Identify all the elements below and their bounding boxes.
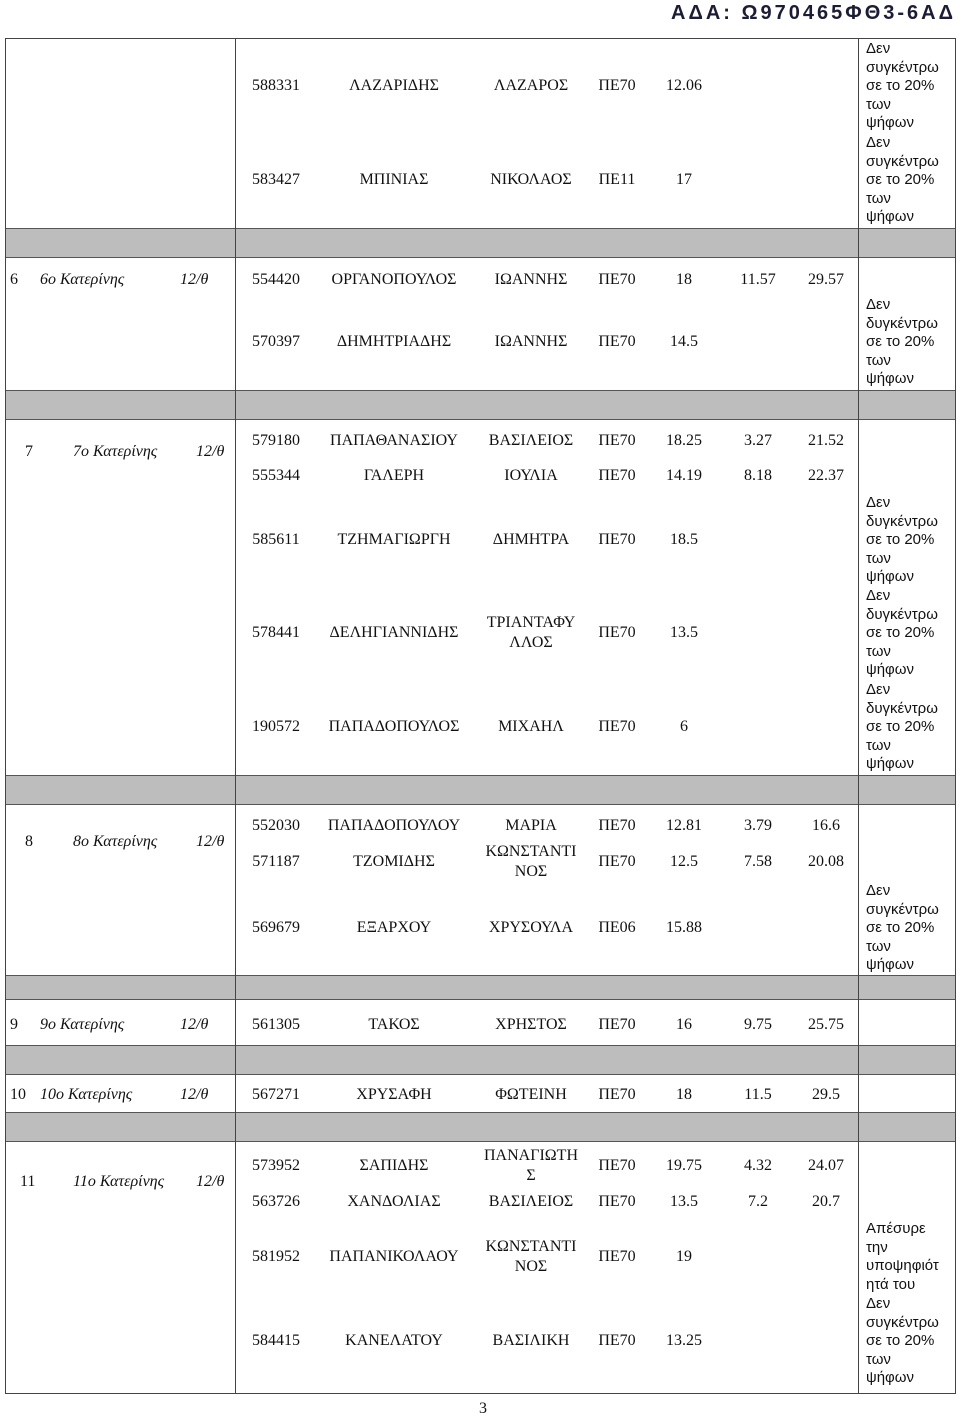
candidate-row — [0, 1192, 960, 1212]
candidate-first-name: ΝΙΚΟΛΑΟΣ — [490, 171, 572, 188]
school-name: 6ο Κατερίνης — [40, 271, 125, 288]
table-bottom-border — [5, 1393, 956, 1394]
candidate-note: Δεν συγκέντρω σε το 20% των ψήφων — [866, 882, 939, 973]
school-class: 12/θ — [180, 271, 209, 288]
candidate-specialty: ΠΕ06 — [598, 919, 636, 936]
school-class: 12/θ — [196, 1173, 225, 1190]
candidate-row — [0, 843, 960, 880]
candidate-first-name: ΒΑΣΙΛΕΙΟΣ — [488, 1193, 574, 1210]
candidate-row — [0, 296, 960, 387]
table-top-border — [5, 38, 956, 39]
candidate-code: 581952 — [252, 1248, 300, 1265]
candidate-specialty: ΠΕ70 — [598, 467, 636, 484]
candidate-specialty: ΠΕ70 — [598, 432, 636, 449]
candidate-score: 6 — [680, 718, 688, 735]
candidate-score: 12.06 — [666, 77, 702, 94]
candidate-specialty: ΠΕ70 — [598, 853, 636, 870]
school-number: 11 — [20, 1173, 36, 1190]
candidate-specialty: ΠΕ70 — [598, 531, 636, 548]
candidate-row — [0, 681, 960, 772]
candidate-score: 13.5 — [670, 1193, 698, 1210]
candidate-first-name: ΧΡΥΣΟΥΛΑ — [488, 919, 574, 936]
candidate-note: Δεν συγκέντρω σε το 20% των ψήφων — [866, 1295, 939, 1386]
school-class: 12/θ — [196, 443, 225, 460]
candidate-code: 571187 — [252, 853, 300, 870]
candidate-first-name: ΧΡΗΣΤΟΣ — [495, 1016, 567, 1033]
candidate-score: 19 — [676, 1248, 692, 1265]
candidate-note: Δεν δυγκέντρω σε το 20% των ψήφων — [866, 494, 938, 585]
candidate-score: 13.5 — [670, 624, 698, 641]
candidate-row — [0, 1015, 960, 1035]
candidate-code: 579180 — [252, 432, 300, 449]
candidate-bonus: 11.57 — [740, 271, 776, 288]
candidate-row — [0, 1220, 960, 1293]
column-divider — [858, 38, 859, 1393]
candidate-score: 15.88 — [666, 919, 702, 936]
candidate-code: 584415 — [252, 1332, 300, 1349]
candidate-bonus: 8.18 — [744, 467, 772, 484]
candidate-specialty: ΠΕ70 — [598, 333, 636, 350]
candidate-specialty: ΠΕ70 — [598, 1157, 636, 1174]
school-number: 6 — [10, 271, 18, 288]
candidate-specialty: ΠΕ70 — [598, 77, 636, 94]
candidate-first-name: ΤΡΙΑΝΤΑΦΥ ΛΛΟΣ — [486, 614, 576, 651]
school-number: 7 — [25, 443, 33, 460]
candidate-first-name: ΒΑΣΙΛΙΚΗ — [492, 1332, 570, 1349]
candidate-surname: ΤΖΟΜΙΔΗΣ — [353, 853, 435, 870]
school-name: 7ο Κατερίνης — [73, 443, 158, 460]
candidate-score: 16 — [676, 1016, 692, 1033]
candidate-first-name: ΒΑΣΙΛΕΙΟΣ — [488, 432, 574, 449]
candidate-total: 16.6 — [812, 817, 840, 834]
candidate-specialty: ΠΕ70 — [598, 718, 636, 735]
candidate-specialty: ΠΕ70 — [598, 624, 636, 641]
candidate-surname: ΤΑΚΟΣ — [368, 1016, 420, 1033]
candidate-code: 585611 — [252, 531, 300, 548]
school-name: 10ο Κατερίνης — [40, 1086, 133, 1103]
candidate-surname: ΠΑΠΑΝΙΚΟΛΑΟΥ — [329, 1248, 459, 1265]
candidate-score: 19.75 — [666, 1157, 702, 1174]
school-class: 12/θ — [180, 1016, 209, 1033]
candidate-first-name: ΔΗΜΗΤΡΑ — [492, 531, 570, 548]
candidate-total: 20.08 — [808, 853, 844, 870]
candidate-surname: ΧΑΝΔΟΛΙΑΣ — [347, 1193, 441, 1210]
candidate-code: 561305 — [252, 1016, 300, 1033]
row-separator — [5, 1045, 956, 1075]
candidate-total: 29.5 — [812, 1086, 840, 1103]
school-name: 8ο Κατερίνης — [73, 833, 158, 850]
candidate-row — [0, 270, 960, 290]
candidate-bonus: 4.32 — [744, 1157, 772, 1174]
candidate-surname: ΔΕΛΗΓΙΑΝΝΙΔΗΣ — [329, 624, 459, 641]
candidate-first-name: ΚΩΝΣΤΑΝΤΙ ΝΟΣ — [485, 843, 577, 880]
row-separator — [5, 228, 956, 258]
candidate-specialty: ΠΕ70 — [598, 1193, 636, 1210]
candidate-specialty: ΠΕ70 — [598, 271, 636, 288]
candidate-total: 25.75 — [808, 1016, 844, 1033]
school-name: 9ο Κατερίνης — [40, 1016, 125, 1033]
school-class: 12/θ — [180, 1086, 209, 1103]
candidate-bonus: 3.27 — [744, 432, 772, 449]
candidate-note: Δεν δυγκέντρω σε το 20% των ψήφων — [866, 681, 938, 772]
candidate-specialty: ΠΕ11 — [598, 171, 636, 188]
candidate-surname: ΛΑΖΑΡΙΔΗΣ — [349, 77, 439, 94]
candidate-score: 14.5 — [670, 333, 698, 350]
candidate-row — [0, 587, 960, 678]
candidate-total: 20.7 — [812, 1193, 840, 1210]
candidate-row — [0, 466, 960, 486]
candidate-total: 21.52 — [808, 432, 844, 449]
candidate-score: 14.19 — [666, 467, 702, 484]
candidate-note: Δεν συγκέντρω σε το 20% των ψήφων — [866, 40, 939, 131]
candidate-score: 18 — [676, 271, 692, 288]
candidate-specialty: ΠΕ70 — [598, 817, 636, 834]
candidate-surname: ΕΞΑΡΧΟΥ — [356, 919, 432, 936]
row-separator — [5, 975, 956, 1000]
candidate-row — [0, 1295, 960, 1386]
candidate-surname: ΚΑΝΕΛΑΤΟΥ — [345, 1332, 443, 1349]
candidate-code: 554420 — [252, 271, 300, 288]
page-number: 3 — [479, 1400, 487, 1417]
candidate-note: Δεν συγκέντρω σε το 20% των ψήφων — [866, 134, 939, 225]
candidate-bonus: 3.79 — [744, 817, 772, 834]
candidate-code: 190572 — [252, 718, 300, 735]
candidate-code: 555344 — [252, 467, 300, 484]
school-class: 12/θ — [196, 833, 225, 850]
candidate-first-name: ΚΩΝΣΤΑΝΤΙ ΝΟΣ — [485, 1238, 577, 1275]
candidate-note: Δεν δυγκέντρω σε το 20% των ψήφων — [866, 587, 938, 678]
candidate-first-name: ΙΩΑΝΝΗΣ — [494, 271, 568, 288]
candidate-specialty: ΠΕ70 — [598, 1248, 636, 1265]
candidate-bonus: 11.5 — [744, 1086, 772, 1103]
candidate-row — [0, 431, 960, 451]
candidate-surname: ΟΡΓΑΝΟΠΟΥΛΟΣ — [331, 271, 457, 288]
row-separator — [5, 1112, 956, 1142]
candidate-total: 24.07 — [808, 1157, 844, 1174]
candidate-row — [0, 1085, 960, 1105]
candidate-code: 552030 — [252, 817, 300, 834]
ada-code: ΑΔΑ: Ω970465ΦΘ3-6ΑΔ — [671, 2, 956, 24]
candidate-row — [0, 134, 960, 225]
candidate-first-name: ΜΑΡΙΑ — [505, 817, 557, 834]
candidate-surname: ΣΑΠΙΔΗΣ — [359, 1157, 429, 1174]
school-number: 8 — [25, 833, 33, 850]
candidate-score: 13.25 — [666, 1332, 702, 1349]
candidate-surname: ΓΑΛΕΡΗ — [363, 467, 425, 484]
candidate-row — [0, 882, 960, 973]
candidate-total: 22.37 — [808, 467, 844, 484]
candidate-score: 17 — [676, 171, 692, 188]
candidate-surname: ΠΑΠΑΔΟΠΟΥΛΟΣ — [328, 718, 460, 735]
candidate-row — [0, 816, 960, 836]
candidate-surname: ΜΠΙΝΙΑΣ — [359, 171, 429, 188]
candidate-specialty: ΠΕ70 — [598, 1016, 636, 1033]
school-number: 9 — [10, 1016, 18, 1033]
school-name: 11ο Κατερίνης — [73, 1173, 165, 1190]
candidate-specialty: ΠΕ70 — [598, 1086, 636, 1103]
candidate-score: 12.81 — [666, 817, 702, 834]
candidate-bonus: 7.58 — [744, 853, 772, 870]
candidate-surname: ΤΖΗΜΑΓΙΩΡΓΗ — [337, 531, 451, 548]
candidate-first-name: ΙΩΑΝΝΗΣ — [494, 333, 568, 350]
candidate-total: 29.57 — [808, 271, 844, 288]
candidate-score: 18 — [676, 1086, 692, 1103]
candidate-score: 18.5 — [670, 531, 698, 548]
candidate-row — [0, 494, 960, 585]
candidate-code: 563726 — [252, 1193, 300, 1210]
candidate-specialty: ΠΕ70 — [598, 1332, 636, 1349]
candidate-note: Δεν δυγκέντρω σε το 20% των ψήφων — [866, 296, 938, 387]
candidate-bonus: 9.75 — [744, 1016, 772, 1033]
candidate-row — [0, 40, 960, 131]
candidate-surname: ΔΗΜΗΤΡΙΑΔΗΣ — [336, 333, 452, 350]
candidate-code: 573952 — [252, 1157, 300, 1174]
candidate-surname: ΠΑΠΑΔΟΠΟΥΛΟΥ — [327, 817, 461, 834]
school-number: 10 — [10, 1086, 26, 1103]
column-divider — [235, 38, 236, 1393]
candidate-score: 12.5 — [670, 853, 698, 870]
candidate-code: 588331 — [252, 77, 300, 94]
candidate-code: 570397 — [252, 333, 300, 350]
candidate-first-name: ΜΙΧΑΗΛ — [498, 718, 564, 735]
candidate-score: 18.25 — [666, 432, 702, 449]
candidate-code: 567271 — [252, 1086, 300, 1103]
candidate-first-name: ΦΩΤΕΙΝΗ — [495, 1086, 567, 1103]
candidate-first-name: ΠΑΝΑΓΙΩΤΗ Σ — [483, 1147, 578, 1184]
candidate-code: 583427 — [252, 171, 300, 188]
candidate-bonus: 7.2 — [748, 1193, 768, 1210]
candidate-surname: ΠΑΠΑΘΑΝΑΣΙΟΥ — [330, 432, 458, 449]
candidate-first-name: ΛΑΖΑΡΟΣ — [493, 77, 569, 94]
candidate-note: Απέσυρε την υποψηφιότ ητά του — [866, 1220, 939, 1293]
candidate-surname: ΧΡΥΣΑΦΗ — [356, 1086, 432, 1103]
candidate-code: 578441 — [252, 624, 300, 641]
candidate-code: 569679 — [252, 919, 300, 936]
candidate-first-name: ΙΟΥΛΙΑ — [504, 467, 558, 484]
row-separator — [5, 390, 956, 420]
row-separator — [5, 775, 956, 805]
